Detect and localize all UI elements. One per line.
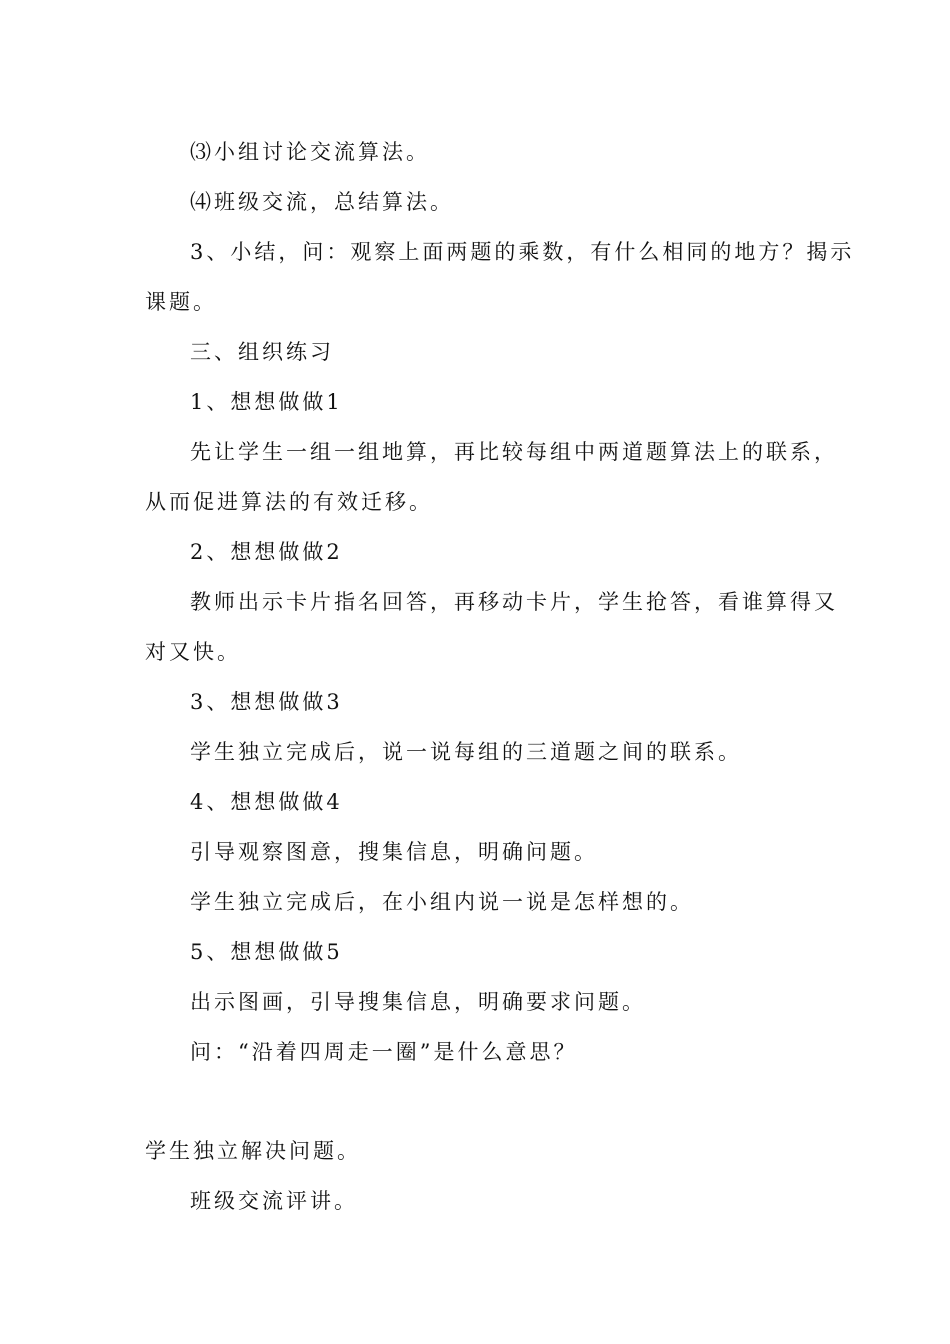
- exercise-2-text: 教师出示卡片指名回答，再移动卡片，学生抢答，看谁算得又: [190, 590, 838, 614]
- paragraph-summary: 3、小结，问：观察上面两题的乘数，有什么相同的地方？揭示: [190, 240, 855, 264]
- exercise-heading-5: 5、想想做做5: [190, 940, 343, 964]
- exercise-3-text: 学生独立完成后，说一说每组的三道题之间的联系。: [190, 740, 742, 764]
- exercise-heading-3: 3、想想做做3: [190, 690, 343, 714]
- exercise-2-text-cont: 对又快。: [145, 640, 241, 664]
- paragraph-step-4: ⑷班级交流，总结算法。: [190, 190, 454, 214]
- exercise-4-text-2: 学生独立完成后，在小组内说一说是怎样想的。: [190, 890, 694, 914]
- exercise-5-text-3: 班级交流评讲。: [190, 1189, 358, 1213]
- exercise-heading-2: 2、想想做做2: [190, 540, 343, 564]
- exercise-heading-1: 1、想想做做1: [190, 390, 343, 414]
- section-heading-practice: 三、组织练习: [190, 340, 334, 364]
- exercise-5-text-1: 出示图画，引导搜集信息，明确要求问题。: [190, 990, 646, 1014]
- paragraph-summary-cont: 课题。: [145, 290, 217, 314]
- paragraph-step-3: ⑶小组讨论交流算法。: [190, 140, 430, 164]
- exercise-heading-4: 4、想想做做4: [190, 790, 343, 814]
- exercise-5-text-2: 学生独立解决问题。: [145, 1139, 361, 1163]
- exercise-5-question: 问：“沿着四周走一圈”是什么意思？: [190, 1040, 578, 1064]
- exercise-4-text-1: 引导观察图意，搜集信息，明确问题。: [190, 840, 598, 864]
- exercise-1-text: 先让学生一组一组地算，再比较每组中两道题算法上的联系，: [190, 440, 838, 464]
- exercise-1-text-cont: 从而促进算法的有效迁移。: [145, 490, 433, 514]
